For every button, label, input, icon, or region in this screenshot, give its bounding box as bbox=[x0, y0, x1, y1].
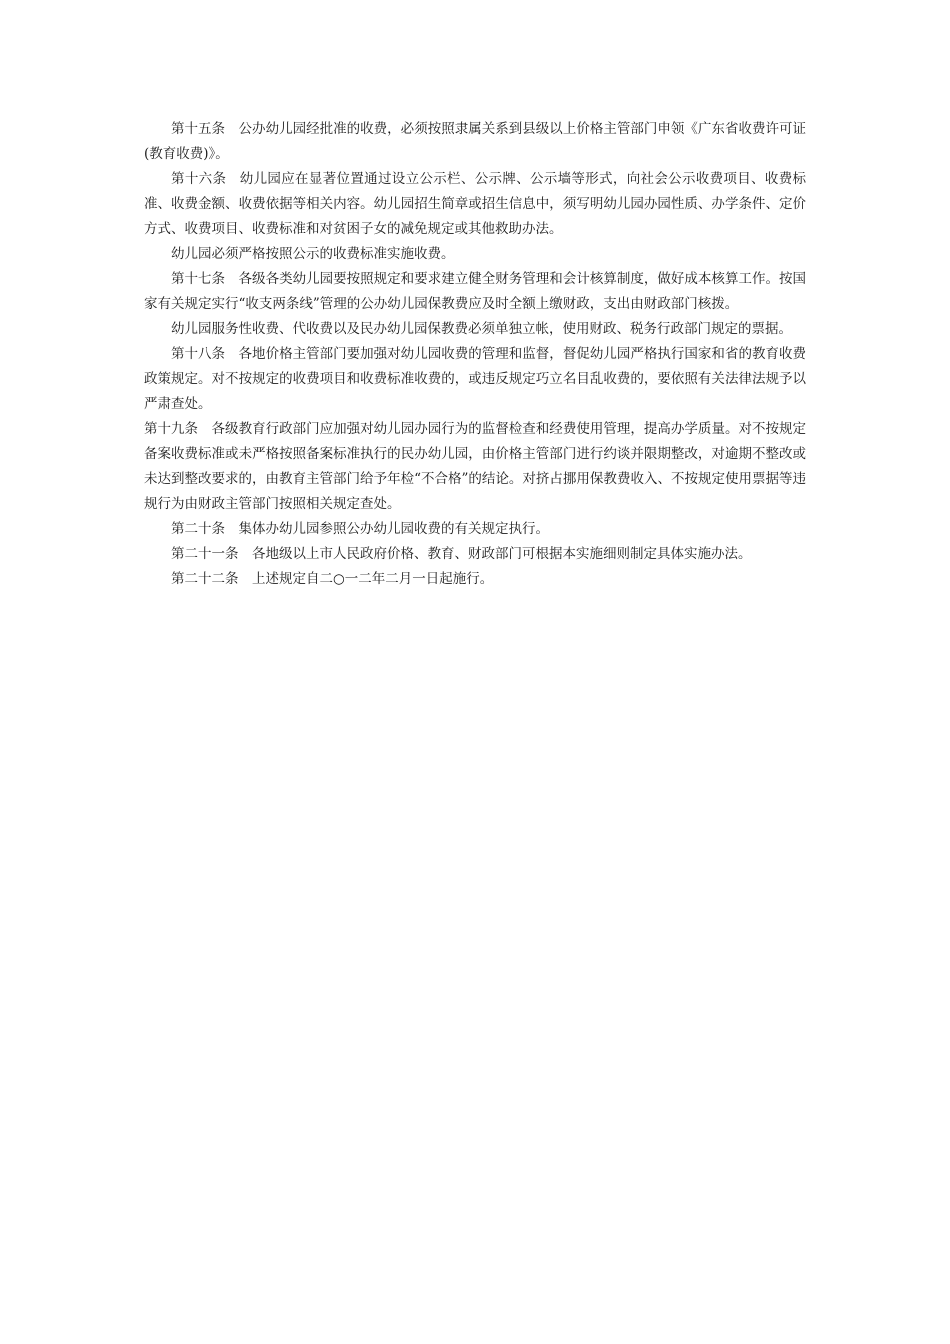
article-number: 第十五条 bbox=[171, 121, 226, 137]
article-number: 第十八条 bbox=[171, 346, 226, 362]
article-number: 第二十二条 bbox=[171, 571, 239, 587]
article-number: 第二十条 bbox=[171, 521, 225, 537]
article-text: 各地价格主管部门要加强对幼儿园收费的管理和监督，督促幼儿园严格执行国家和省的教育收费政策规定。对不按规定的收费项目和收费标准收费的，或违反规定巧立名目乱收费的，要依照有关法律法规予以严肃查处。 bbox=[144, 346, 807, 412]
article-text: 上述规定自二○一二年二月一日起施行。 bbox=[252, 571, 494, 587]
article-17-continuation bbox=[144, 317, 806, 342]
article-text: 各地级以上市人民政府价格、教育、财政部门可根据本实施细则制定具体实施办法。 bbox=[252, 546, 752, 562]
article-text: 公办幼儿园经批准的收费，必须按照隶属关系到县级以上价格主管部门申领《广东省收费许可证(教育收费)》。 bbox=[144, 121, 807, 162]
article-text: 各级各类幼儿园要按照规定和要求建立健全财务管理和会计核算制度，做好成本核算工作。按国家有关规定实行“收支两条线”管理的公办幼儿园保教费应及时全额上缴财政，支出由财政部门核拨。 bbox=[144, 271, 807, 312]
article-16-continuation bbox=[144, 242, 806, 267]
article-number: 第十六条 bbox=[171, 171, 227, 187]
article-15-paragraph bbox=[144, 117, 806, 167]
article-16-paragraph bbox=[144, 167, 806, 242]
article-19-paragraph bbox=[144, 417, 806, 517]
article-18-paragraph bbox=[144, 342, 806, 417]
article-text: 幼儿园必须严格按照公示的收费标准实施收费。 bbox=[171, 246, 455, 262]
article-21-paragraph bbox=[144, 542, 806, 567]
article-20-paragraph bbox=[144, 517, 806, 542]
article-number: 第十七条 bbox=[171, 271, 226, 287]
article-22-paragraph bbox=[144, 567, 806, 592]
article-text: 集体办幼儿园参照公办幼儿园收费的有关规定执行。 bbox=[238, 521, 549, 537]
document-body bbox=[144, 117, 806, 592]
article-number: 第二十一条 bbox=[171, 546, 239, 562]
article-text: 各级教育行政部门应加强对幼儿园办园行为的监督检查和经费使用管理，提高办学质量。对不按规定备案收费标准或未严格按照备案标准执行的民办幼儿园，由价格主管部门进行约谈并限期整改，对逾期不整改或未达到整改要求的，由教育主管部门给予年检“不合格”的结论。对挤占挪用保教费收入、不按规定使用票据等违规行为由财政主管部门按照相关规定查处。 bbox=[144, 421, 807, 512]
article-text: 幼儿园应在显著位置通过设立公示栏、公示牌、公示墙等形式，向社会公示收费项目、收费标准、收费金额、收费依据等相关内容。幼儿园招生简章或招生信息中，须写明幼儿园办园性质、办学条件、定价方式、收费项目、收费标准和对贫困子女的减免规定或其他救助办法。 bbox=[144, 171, 807, 237]
article-text: 幼儿园服务性收费、代收费以及民办幼儿园保教费必须单独立帐，使用财政、税务行政部门规定的票据。 bbox=[171, 321, 792, 337]
article-17-paragraph bbox=[144, 267, 806, 317]
article-number: 第十九条 bbox=[144, 421, 199, 437]
